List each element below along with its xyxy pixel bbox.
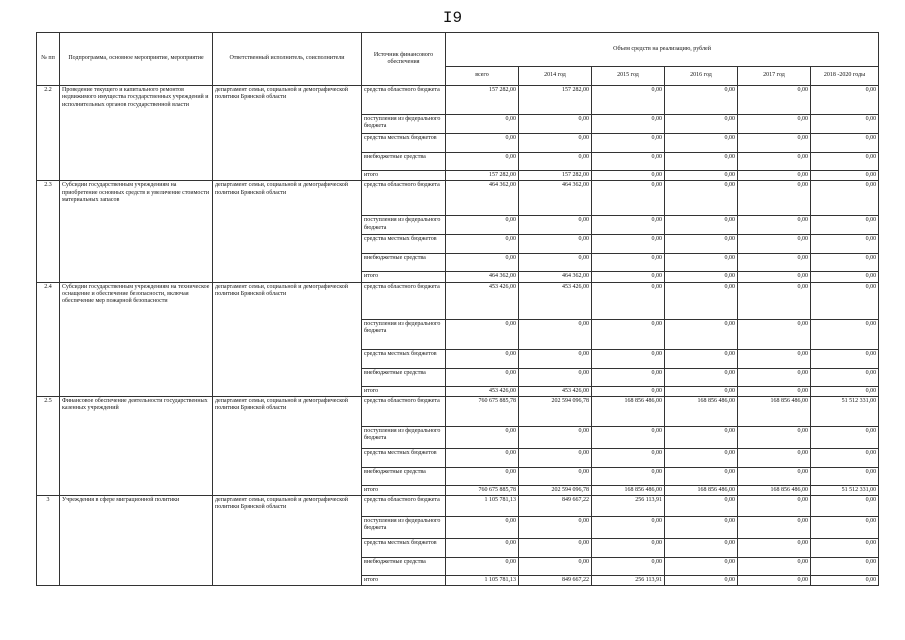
amount-cell: 0,00	[665, 386, 738, 396]
amount-cell: 0,00	[592, 349, 665, 368]
funding-source: средства областного бюджета	[362, 496, 446, 517]
amount-cell: 0,00	[811, 349, 879, 368]
financing-table	[36, 32, 879, 586]
funding-source: внебюджетные средства	[362, 368, 446, 386]
amount-cell: 202 594 096,78	[519, 485, 592, 495]
amount-cell: 157 282,00	[446, 171, 519, 181]
header-program: Подпрограмма, основное мероприятие, мероприятие	[60, 33, 213, 86]
amount-cell: 849 667,22	[519, 576, 592, 586]
amount-cell: 464 362,00	[519, 272, 592, 282]
amount-cell: 0,00	[665, 576, 738, 586]
funding-source: итого	[362, 272, 446, 282]
amount-cell: 0,00	[519, 349, 592, 368]
funding-source: средства областного бюджета	[362, 396, 446, 426]
amount-cell: 0,00	[592, 448, 665, 467]
amount-cell: 0,00	[811, 448, 879, 467]
amount-cell: 0,00	[592, 235, 665, 254]
amount-cell: 168 856 486,00	[592, 485, 665, 495]
amount-cell: 0,00	[738, 134, 811, 153]
funding-source: средства областного бюджета	[362, 86, 446, 115]
amount-cell: 0,00	[446, 235, 519, 254]
amount-cell: 0,00	[446, 517, 519, 539]
amount-cell: 0,00	[738, 171, 811, 181]
funding-source: внебюджетные средства	[362, 254, 446, 272]
amount-cell: 0,00	[665, 86, 738, 115]
table-row	[37, 181, 879, 216]
amount-cell: 0,00	[592, 115, 665, 134]
table-row	[37, 282, 879, 319]
funding-source: средства местных бюджетов	[362, 235, 446, 254]
header-index: № пп	[37, 33, 60, 86]
header-year: 2018 -2020 годы	[811, 67, 879, 86]
amount-cell: 0,00	[519, 134, 592, 153]
amount-cell: 0,00	[738, 496, 811, 517]
amount-cell: 0,00	[592, 282, 665, 319]
header-year: 2015 год	[592, 67, 665, 86]
amount-cell: 51 512 331,00	[811, 396, 879, 426]
amount-cell: 0,00	[592, 539, 665, 558]
header-source: Источник финансового обеспечения	[362, 33, 446, 86]
program-name: Проведение текущего и капитального ремонтов недвижимого имущества государственных учреждений и исполнительных органов государственной власти	[60, 86, 213, 181]
amount-cell: 0,00	[665, 272, 738, 282]
funding-source: поступления из федерального бюджета	[362, 319, 446, 349]
amount-cell: 0,00	[519, 153, 592, 171]
amount-cell: 453 426,00	[446, 386, 519, 396]
amount-cell: 0,00	[665, 496, 738, 517]
funding-source: средства местных бюджетов	[362, 539, 446, 558]
amount-cell: 0,00	[592, 368, 665, 386]
amount-cell: 0,00	[519, 558, 592, 576]
amount-cell: 453 426,00	[519, 282, 592, 319]
amount-cell: 0,00	[519, 448, 592, 467]
amount-cell: 0,00	[592, 426, 665, 448]
amount-cell: 0,00	[519, 216, 592, 235]
amount-cell: 0,00	[811, 426, 879, 448]
amount-cell: 0,00	[519, 115, 592, 134]
amount-cell: 157 282,00	[446, 86, 519, 115]
amount-cell: 0,00	[665, 539, 738, 558]
amount-cell: 0,00	[811, 576, 879, 586]
funding-source: средства областного бюджета	[362, 282, 446, 319]
amount-cell: 0,00	[446, 448, 519, 467]
amount-cell: 168 856 486,00	[665, 396, 738, 426]
amount-cell: 0,00	[665, 558, 738, 576]
row-index: 2.2	[37, 86, 60, 181]
amount-cell: 0,00	[446, 368, 519, 386]
program-name: Финансовое обеспечение деятельности государственных казенных учреждений	[60, 396, 213, 495]
amount-cell: 0,00	[592, 181, 665, 216]
amount-cell: 0,00	[519, 319, 592, 349]
header-year: всего	[446, 67, 519, 86]
amount-cell: 0,00	[446, 349, 519, 368]
row-index: 2.5	[37, 396, 60, 495]
amount-cell: 0,00	[665, 467, 738, 485]
amount-cell: 0,00	[446, 153, 519, 171]
amount-cell: 0,00	[665, 153, 738, 171]
amount-cell: 0,00	[665, 235, 738, 254]
amount-cell: 0,00	[592, 467, 665, 485]
amount-cell: 0,00	[446, 558, 519, 576]
amount-cell: 0,00	[738, 282, 811, 319]
amount-cell: 256 113,91	[592, 496, 665, 517]
amount-cell: 0,00	[811, 539, 879, 558]
amount-cell: 453 426,00	[446, 282, 519, 319]
amount-cell: 0,00	[665, 282, 738, 319]
amount-cell: 0,00	[446, 539, 519, 558]
funding-source: внебюджетные средства	[362, 153, 446, 171]
funding-source: внебюджетные средства	[362, 467, 446, 485]
amount-cell: 0,00	[592, 254, 665, 272]
amount-cell: 0,00	[811, 86, 879, 115]
amount-cell: 0,00	[592, 134, 665, 153]
amount-cell: 464 362,00	[446, 181, 519, 216]
amount-cell: 0,00	[738, 181, 811, 216]
amount-cell: 0,00	[738, 319, 811, 349]
row-index: 3	[37, 496, 60, 586]
amount-cell: 0,00	[811, 115, 879, 134]
amount-cell: 0,00	[446, 134, 519, 153]
amount-cell: 0,00	[665, 134, 738, 153]
amount-cell: 0,00	[519, 254, 592, 272]
amount-cell: 0,00	[738, 235, 811, 254]
amount-cell: 0,00	[592, 558, 665, 576]
header-year: 2017 год	[738, 67, 811, 86]
amount-cell: 0,00	[665, 171, 738, 181]
amount-cell: 256 113,91	[592, 576, 665, 586]
amount-cell: 0,00	[665, 254, 738, 272]
amount-cell: 464 362,00	[446, 272, 519, 282]
funding-source: средства местных бюджетов	[362, 349, 446, 368]
amount-cell: 0,00	[811, 368, 879, 386]
amount-cell: 0,00	[738, 115, 811, 134]
header-year: 2016 год	[665, 67, 738, 86]
amount-cell: 0,00	[592, 153, 665, 171]
amount-cell: 168 856 486,00	[665, 485, 738, 495]
amount-cell: 0,00	[519, 517, 592, 539]
amount-cell: 0,00	[811, 272, 879, 282]
amount-cell: 0,00	[519, 426, 592, 448]
amount-cell: 157 282,00	[519, 171, 592, 181]
funding-source: внебюджетные средства	[362, 558, 446, 576]
amount-cell: 0,00	[592, 86, 665, 115]
funding-source: итого	[362, 485, 446, 495]
amount-cell: 0,00	[738, 426, 811, 448]
amount-cell: 0,00	[519, 539, 592, 558]
amount-cell: 0,00	[446, 216, 519, 235]
funding-source: поступления из федерального бюджета	[362, 216, 446, 235]
amount-cell: 0,00	[738, 558, 811, 576]
amount-cell: 0,00	[738, 272, 811, 282]
program-name: Учреждения в сфере миграционной политики	[60, 496, 213, 586]
executor-name: департамент семьи, социальной и демографической политики Брянской области	[213, 282, 362, 396]
amount-cell: 453 426,00	[519, 386, 592, 396]
amount-cell: 0,00	[665, 517, 738, 539]
amount-cell: 0,00	[665, 368, 738, 386]
amount-cell: 0,00	[811, 235, 879, 254]
amount-cell: 168 856 486,00	[738, 396, 811, 426]
program-name: Субсидии государственным учреждениям на техническое оснащение и обеспечение безопасности, включая обеспечение мер пожарной безопасности	[60, 282, 213, 396]
funding-source: средства местных бюджетов	[362, 448, 446, 467]
table-row	[37, 396, 879, 426]
header-volume: Объем средств на реализацию, рублей	[446, 33, 879, 67]
funding-source: итого	[362, 386, 446, 396]
amount-cell: 0,00	[811, 134, 879, 153]
amount-cell: 849 667,22	[519, 496, 592, 517]
header-executor: Ответственный исполнитель, соисполнители	[213, 33, 362, 86]
amount-cell: 0,00	[738, 349, 811, 368]
executor-name: департамент семьи, социальной и демографической политики Брянской области	[213, 181, 362, 282]
amount-cell: 0,00	[446, 254, 519, 272]
row-index: 2.4	[37, 282, 60, 396]
amount-cell: 0,00	[665, 426, 738, 448]
amount-cell: 0,00	[665, 115, 738, 134]
amount-cell: 202 594 096,78	[519, 396, 592, 426]
amount-cell: 0,00	[811, 216, 879, 235]
amount-cell: 0,00	[592, 386, 665, 396]
amount-cell: 0,00	[738, 86, 811, 115]
amount-cell: 0,00	[592, 216, 665, 235]
page-number: I9	[442, 9, 463, 27]
amount-cell: 0,00	[592, 319, 665, 349]
header-year: 2014 год	[519, 67, 592, 86]
amount-cell: 157 282,00	[519, 86, 592, 115]
amount-cell: 0,00	[519, 467, 592, 485]
funding-source: поступления из федерального бюджета	[362, 517, 446, 539]
amount-cell: 0,00	[811, 254, 879, 272]
amount-cell: 51 512 331,00	[811, 485, 879, 495]
amount-cell: 760 675 885,78	[446, 396, 519, 426]
executor-name: департамент семьи, социальной и демографической политики Брянской области	[213, 396, 362, 495]
amount-cell: 0,00	[738, 386, 811, 396]
amount-cell: 0,00	[738, 216, 811, 235]
amount-cell: 0,00	[738, 539, 811, 558]
funding-source: средства местных бюджетов	[362, 134, 446, 153]
table-row	[37, 86, 879, 115]
funding-source: поступления из федерального бюджета	[362, 426, 446, 448]
amount-cell: 0,00	[446, 115, 519, 134]
amount-cell: 0,00	[811, 558, 879, 576]
amount-cell: 0,00	[665, 319, 738, 349]
amount-cell: 0,00	[738, 153, 811, 171]
amount-cell: 760 675 885,78	[446, 485, 519, 495]
amount-cell: 0,00	[811, 153, 879, 171]
funding-source: поступления из федерального бюджета	[362, 115, 446, 134]
amount-cell: 0,00	[811, 496, 879, 517]
amount-cell: 168 856 486,00	[592, 396, 665, 426]
amount-cell: 0,00	[592, 171, 665, 181]
program-name: Субсидии государственным учреждениям на приобретение основных средств и увеличение стоимости материальных запасов	[60, 181, 213, 282]
amount-cell: 0,00	[738, 368, 811, 386]
amount-cell: 0,00	[811, 181, 879, 216]
amount-cell: 0,00	[446, 426, 519, 448]
amount-cell: 1 105 781,13	[446, 576, 519, 586]
amount-cell: 0,00	[665, 448, 738, 467]
amount-cell: 0,00	[811, 319, 879, 349]
funding-source: итого	[362, 576, 446, 586]
amount-cell: 0,00	[811, 386, 879, 396]
amount-cell: 0,00	[446, 319, 519, 349]
amount-cell: 464 362,00	[519, 181, 592, 216]
amount-cell: 0,00	[811, 171, 879, 181]
amount-cell: 0,00	[446, 467, 519, 485]
amount-cell: 0,00	[811, 517, 879, 539]
amount-cell: 0,00	[738, 517, 811, 539]
amount-cell: 0,00	[665, 216, 738, 235]
amount-cell: 0,00	[665, 349, 738, 368]
amount-cell: 0,00	[738, 576, 811, 586]
amount-cell: 0,00	[519, 368, 592, 386]
funding-source: средства областного бюджета	[362, 181, 446, 216]
funding-source: итого	[362, 171, 446, 181]
amount-cell: 0,00	[738, 448, 811, 467]
executor-name: департамент семьи, социальной и демографической политики Брянской области	[213, 496, 362, 586]
amount-cell: 0,00	[811, 282, 879, 319]
amount-cell: 0,00	[592, 517, 665, 539]
executor-name: департамент семьи, социальной и демографической политики Брянской области	[213, 86, 362, 181]
amount-cell: 1 105 781,13	[446, 496, 519, 517]
table-row	[37, 496, 879, 517]
row-index: 2.3	[37, 181, 60, 282]
amount-cell: 0,00	[738, 467, 811, 485]
amount-cell: 0,00	[738, 254, 811, 272]
amount-cell: 168 856 486,00	[738, 485, 811, 495]
amount-cell: 0,00	[592, 272, 665, 282]
amount-cell: 0,00	[665, 181, 738, 216]
amount-cell: 0,00	[811, 467, 879, 485]
amount-cell: 0,00	[519, 235, 592, 254]
